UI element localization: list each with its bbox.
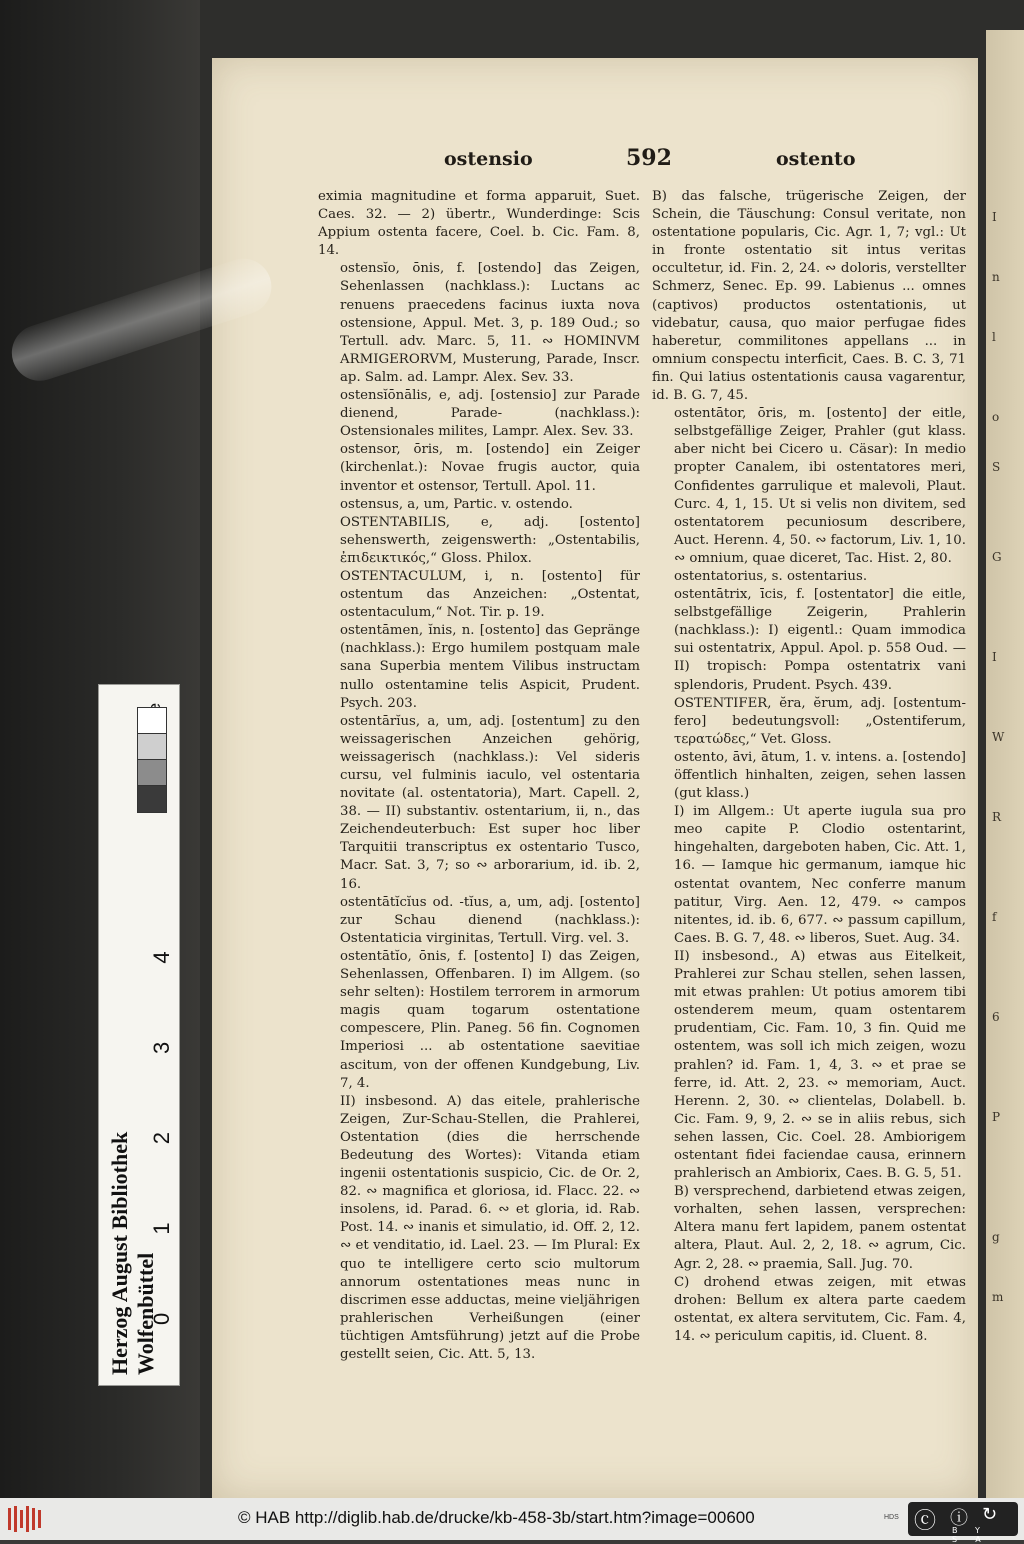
footer-small-mark: HDS	[884, 1514, 899, 1521]
dictionary-entry: ostentātor, ōris, m. [ostento] der eitle, selbstgefällige Zeiger, Prahler (gut klass. aber nicht bei Cicero u. Cäsar): In medio propter Canalem, ibi ostentatores meri, Confidentes garrulique et malevoli, Plaut. Curc. 4, 1, 15. Ut si velis non divitem, sed ostentatorem pecuniosum describere, Auct. Herenn. 4, 50. ∾ factorum, Liv. 1, 10. ∾ omnium, quae diceret, Tac. Hist. 2, 80.	[674, 406, 966, 566]
color-scale-ruler	[98, 684, 180, 1386]
cc-license-badge[interactable]	[908, 1502, 1018, 1544]
license-text: BY SA	[952, 1526, 999, 1544]
gray-swatch-1	[137, 707, 167, 735]
gray-swatch-3	[137, 759, 167, 787]
hab-logo-icon	[6, 1504, 46, 1534]
dictionary-entry: ostentātĭcĭus od. -tĭus, a, um, adj. [ostento] zur Schau dienend (nachklass.): Ostentaticia virginitas, Tertull. Virg. vel. 3.	[340, 894, 640, 946]
adjacent-page-edge: I n l o S G I W R f 6 P g m	[986, 30, 1024, 1498]
dictionary-entry: ostensor, ōris, m. [ostendo] ein Zeiger (kirchenlat.): Novae frugis auctor, quia inventor et ostensor, Tertull. Apol. 11.	[340, 442, 640, 494]
dictionary-entry: ostentārĭus, a, um, adj. [ostentum] zu den weissagerischen Anzeichen gehörig, weissagerisch (nachklass.): Vel sideris cursu, vel fulminis iaculo, vel ostentaria novitate (al. ostentatoria), Mart. Capell. 2, 38. — II) substantiv. ostentarium, ii, n., das Zeichendeuterbuch: Est super hoc liber Tarquitii transcriptus ex ostentario Tusco, Macr. Sat. 3, 7; so ∾ arborarium, id. ib. 2, 16.	[340, 713, 640, 892]
source-url[interactable]: © HAB http://diglib.hab.de/drucke/kb-458-3b/start.htm?image=00600	[238, 1508, 755, 1527]
running-head-left: ostensio	[444, 148, 533, 170]
dictionary-entry: ostentātĭo, ōnis, f. [ostento] I) das Zeigen, Sehenlassen, Offenbaren. I) im Allgem. (so sehr selten): Hostilem terrorem in armorum magis quam togarum ostentatione compescere, Plin. Paneg. 56 fin. Cognomen Imperiosi ... ab ostentatione saevitiae ascitum, von der offenen Kundgebung, Liv. 7, 4.	[340, 948, 640, 1091]
gray-swatch-4	[137, 785, 167, 813]
sa-icon: ↻	[982, 1504, 998, 1525]
dictionary-entry: ostensĭōnālis, e, adj. [ostensio] zur Parade dienend, Parade- (nachklass.): Ostensionales milites, Lampr. Alex. Sev. 33.	[340, 388, 640, 440]
running-head-right: ostento	[776, 148, 856, 170]
dictionary-entry: eximia magnitudine et forma apparuit, Suet. Caes. 32. — 2) übertr., Wunderdinge: Scis Appium ostenta facere, Coel. b. Cic. Fam. 8, 14.	[318, 189, 640, 259]
right-column	[652, 188, 966, 1346]
dictionary-entry: ostentātrix, īcis, f. [ostentator] die eitle, selbstgefällige Zeigerin, Prahlerin (nachklass.): I) eigentl.: Quam immodica sui ostentatrix, Appul. Apol. p. 558 Oud. — II) tropisch: Pompa ostentatrix vani splendoris, Prudent. Psych. 439.	[674, 587, 966, 693]
dictionary-entry: II) insbesond., A) etwas aus Eitelkeit, Prahlerei zur Schau stellen, sehen lassen, mit etwas prahlen: Ut potius amorem tibi ostenderem meum, quam ostentarem prudentiam, Cic. Fam. 10, 3 fin. Quid me ostentem, was soll ich mich zeigen, wozu prahlen? id. Fam. 1, 4, 3. ∾ et prae se ferre, id. Att. 2, 23. ∾ memoriam, Auct. Herenn. 2, 30. ∾ clientelas, Dolabell. b. Cic. Fam. 9, 9, 2. ∾ se in aliis rebus, sich sehen lassen, Cic. Coel. 28. Ambiorigem ostentant fidei faciendae causa, erinnern prahlerisch an Ambiorix, Caes. B. G. 5, 51.	[674, 948, 966, 1182]
dictionary-entry: ostento, āvi, ātum, 1. v. intens. a. [ostendo] öffentlich hinhalten, zeigen, sehen lassen (gut klass.)	[674, 749, 966, 802]
left-column	[318, 188, 640, 1364]
dictionary-entry: ostentāmen, ĭnis, n. [ostento] das Gepränge (nachklass.): Ergo humilem postquam male sana Superbia mentem Vilibus instructam nullo ostentamine telis Aspicit, Prudent. Psych. 203.	[340, 623, 640, 711]
dictionary-entry: B) das falsche, trügerische Zeigen, der Schein, die Täuschung: Consul veritate, non ostentatione popularis, Cic. Agr. 1, 7; vgl.: Ut in fronte ostentatio sit intus veritas occultetur, id. Fin. 2, 24. ∾ doloris, verstellter Schmerz, Senec. Ep. 99. Labienus ... omnes (captivos) productos ostentationis, ut videbatur, causa, quo maior perfugae fides haberetur, commilitones appellans ... in omnium conspectu interficit, Caes. B. C. 3, 71 fin. Qui latius ostentationis causa vagarentur, id. B. G. 7, 45.	[652, 189, 966, 404]
dictionary-entry: OSTENTACULUM, i, n. [ostento] für ostentum das Anzeichen: „Ostentat, ostentaculum,“ Not. Tir. p. 19.	[340, 568, 640, 621]
cc-icon: ⓒ	[914, 1509, 937, 1534]
dictionary-entry: OSTENTIFER, ĕra, ĕrum, adj. [ostentum-fero] bedeutungsvoll: „Ostentiferum, τερατώδες,“ Vet. Gloss.	[674, 695, 966, 747]
ruler-library-name: Herzog August Bibliothek Wolfenbüttel	[107, 1131, 158, 1375]
page-number: 592	[626, 145, 672, 171]
by-icon: ⓘ	[950, 1508, 968, 1529]
dictionary-entry: II) insbesond. A) das eitele, prahlerische Zeigen, Zur-Schau-Stellen, die Prahlerei, Ostentation (dies die herrschende Bedeutung des Wortes): Vitanda etiam ingenii ostentationis suspicio, Cic. de Or. 2, 82. ∾ magnifica et gloriosa, id. Flacc. 22. ∾ insolens, id. Parad. 6. ∾ et gloria, id. Rab. Post. 14. ∾ inanis et simulatio, id. Off. 2, 12. ∾ et venditatio, id. Lael. 23. — Im Plural: Ex quo te intelligere certo scio multorum annorum ostentationes meas nunc in discrimen esse adductas, meine vieljährigen prahlerischen Verheißungen (einer tüchtigen Amtsführung) jetzt auf die Probe gestellt seien, Cic. Att. 5, 13.	[340, 1093, 640, 1362]
dictionary-entry: ostensĭo, ōnis, f. [ostendo] das Zeigen, Sehenlassen (nachklass.): Luctans ac renuens praecedens facinus iuxta nova ostensione, Appul. Met. 3, p. 189 Oud.; so Tertull. adv. Marc. 5, 11. ∾ HOMINVM ARMIGERORVM, Musterung, Parade, Inscr. ap. Salm. ad. Lampr. Alex. Sev. 33.	[340, 261, 640, 385]
dictionary-entry: I) im Allgem.: Ut aperte iugula sua pro meo capite P. Clodio ostentarint, hingehalten, dargeboten haben, Cic. Att. 1, 16. — Iamque hic germanum, iamque hic ostentat ovantem, Nec conferre manum patitur, Virg. Aen. 12, 479. ∾ campos nitentes, id. ib. 6, 677. ∾ passum capillum, Caes. B. G. 7, 48. ∾ liberos, Suet. Aug. 34.	[674, 804, 966, 946]
gray-swatch-2	[137, 733, 167, 761]
dictionary-entry: B) versprechend, darbietend etwas zeigen, vorhalten, sehen lassen, versprechen: Altera manu fert lapidem, panem ostentat altera, Plaut. Aul. 2, 2, 18. ∾ agrum, Cic. Agr. 2, 28. ∾ praemia, Sall. Jug. 70.	[674, 1184, 966, 1272]
dictionary-entry: ostensus, a, um, Partic. v. ostendo.	[340, 496, 573, 512]
viewer-footer	[0, 1498, 1024, 1544]
dictionary-entry: OSTENTABILIS, e, adj. [ostento] sehenswerth, zeigenswerth: „Ostentabilis, ἐπιδεικτικός,“ Gloss. Philox.	[340, 514, 640, 566]
dictionary-entry: ostentatorius, s. ostentarius.	[674, 568, 868, 584]
ruler-scale-numbers: 0 1 2 3 4	[149, 915, 174, 1325]
dictionary-entry: C) drohend etwas zeigen, mit etwas drohen: Bellum ex altera parte caedem ostentat, ex altera servitutem, Cic. Fam. 4, 14. ∾ periculum capitis, id. Cluent. 8.	[674, 1274, 966, 1344]
